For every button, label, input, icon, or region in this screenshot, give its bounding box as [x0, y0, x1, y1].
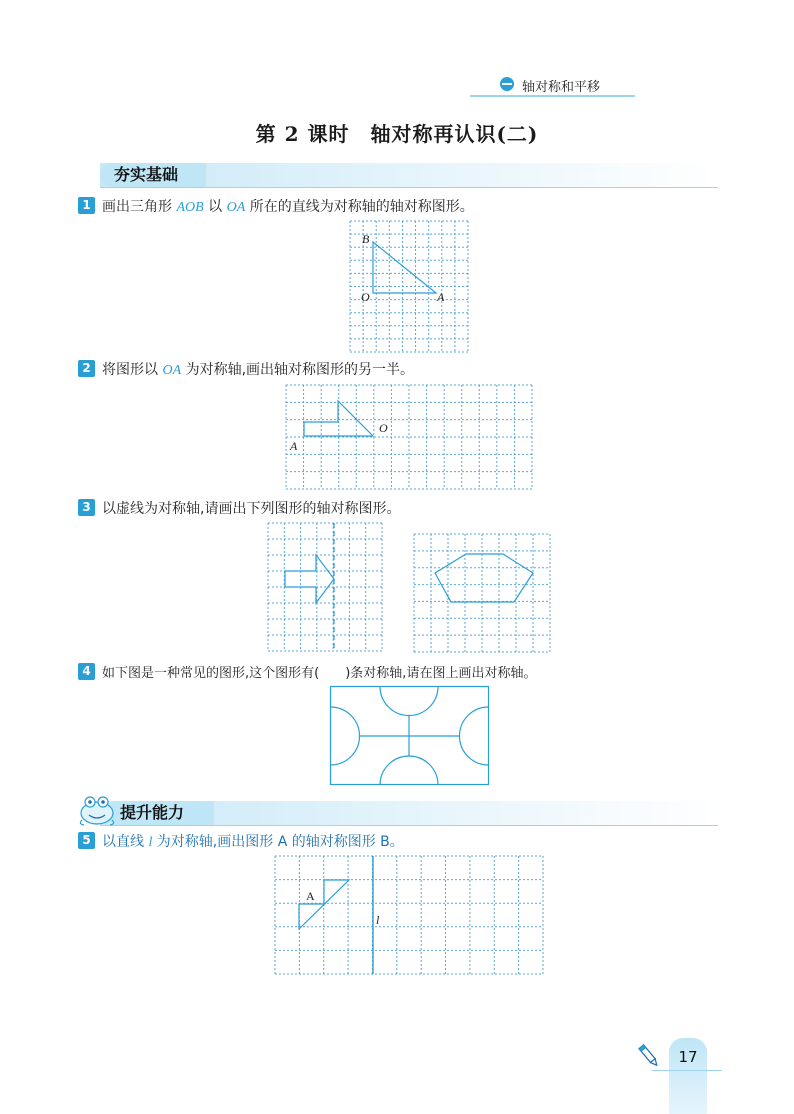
answer-blank[interactable]: [319, 666, 345, 681]
question-number-5: 5: [78, 832, 95, 849]
q5-grid-figure: [275, 856, 543, 974]
mascot-icon: [76, 794, 118, 826]
q1-label-a: A: [437, 290, 445, 304]
question-1-text: 画出三角形 AOB 以 OA 所在的直线为对称轴的轴对称图形。: [102, 199, 474, 215]
section-title-basic: 夯实基础: [100, 163, 206, 187]
q3-arrow-grid-figure: [268, 523, 382, 651]
lesson-title: 第 2 课时 轴对称再认识(二): [255, 122, 539, 146]
question-5-text: 以直线 l 为对称轴,画出图形 A 的轴对称图形 B。: [102, 834, 404, 850]
page-number: 17: [678, 1048, 698, 1066]
question-number-2: 2: [78, 360, 95, 377]
q1-grid-figure: [350, 221, 468, 352]
footer-divider: [652, 1070, 722, 1071]
chapter-bullet-icon: [500, 77, 514, 91]
q5-label-a: A: [306, 889, 315, 903]
q1-label-o: O: [361, 290, 370, 304]
q3-pentagon-grid-figure: [414, 534, 550, 652]
q2-grid-figure: [286, 385, 532, 489]
q2-label-o: O: [379, 421, 388, 435]
question-2-text: 将图形以 OA 为对称轴,画出轴对称图形的另一半。: [102, 362, 415, 378]
question-number-1: 1: [78, 197, 95, 214]
chapter-title: 轴对称和平移: [522, 80, 601, 95]
pencil-icon: [636, 1042, 662, 1070]
q5-label-l: l: [376, 913, 380, 927]
q4-shape-figure: [330, 686, 490, 786]
section-title-advanced: 提升能力: [106, 801, 214, 825]
q1-label-b: B: [362, 232, 370, 246]
q2-label-a: A: [290, 439, 298, 453]
header-divider: [470, 95, 635, 97]
question-number-3: 3: [78, 499, 95, 516]
question-4-text: 如下图是一种常见的图形,这个图形有( )条对称轴,请在图上画出对称轴。: [102, 666, 537, 681]
question-number-4: 4: [78, 663, 95, 680]
question-3-text: 以虚线为对称轴,请画出下列图形的轴对称图形。: [102, 501, 401, 517]
